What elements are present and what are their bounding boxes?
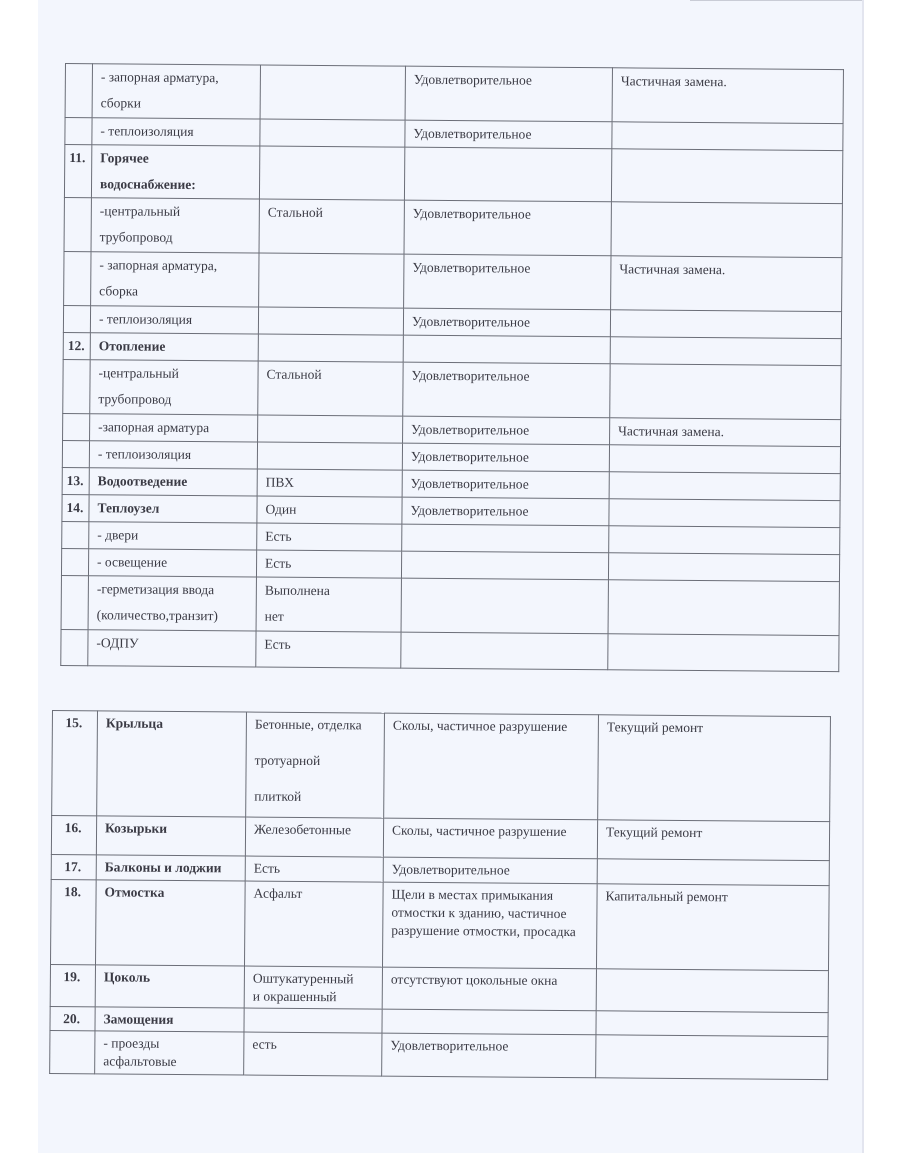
item-name: -ОДПУ xyxy=(88,630,256,667)
item-name: Крыльца xyxy=(97,711,247,817)
row-number: 15. xyxy=(52,711,98,816)
row-number: 18. xyxy=(51,879,97,964)
inspection-table-part1 xyxy=(60,63,844,672)
item-material: Бетонные, отделка тротуарной плиткой xyxy=(246,712,385,818)
item-condition: Удовлетворительное xyxy=(403,416,610,445)
recommended-action xyxy=(597,859,829,886)
item-condition xyxy=(402,524,609,553)
recommended-action xyxy=(611,149,842,204)
item-material: ПВХ xyxy=(257,469,402,497)
item-name: - запорная арматура, сборки xyxy=(92,64,260,119)
recommended-action xyxy=(609,526,840,555)
item-material: Железобетонные xyxy=(245,817,383,857)
item-condition: Удовлетворительное xyxy=(382,1033,596,1078)
item-condition: Удовлетворительное xyxy=(402,443,609,472)
row-number: 17. xyxy=(51,854,96,879)
row-number: 13. xyxy=(62,467,89,494)
inspection-table-part2 xyxy=(49,710,831,1080)
table-row xyxy=(61,575,839,635)
item-condition: отсутствуют цокольные окна xyxy=(382,967,596,1011)
recommended-action xyxy=(596,1035,828,1080)
recommended-action xyxy=(611,202,842,258)
recommended-action xyxy=(609,472,840,501)
item-condition xyxy=(403,335,610,364)
row-number xyxy=(64,197,91,251)
item-condition: Щели в местах примыкания отмостки к зданию, частичное разрушение отмостки, просадка xyxy=(382,882,597,969)
item-name: - теплоизоляция xyxy=(89,441,257,469)
item-name: Отопление xyxy=(90,333,258,361)
item-condition: Удовлетворительное xyxy=(404,254,611,310)
recommended-action xyxy=(609,499,840,528)
table-row xyxy=(65,64,843,124)
item-material: Стальной xyxy=(258,361,403,416)
recommended-action: Капитальный ремонт xyxy=(596,884,829,971)
row-number: 20. xyxy=(50,1006,95,1030)
item-material: Есть xyxy=(245,856,383,882)
recommended-action xyxy=(612,122,843,151)
item-name: Балконы и лоджии xyxy=(96,855,245,881)
item-material xyxy=(258,415,403,443)
row-number: 11. xyxy=(64,145,91,198)
recommended-action xyxy=(608,634,839,672)
table-row xyxy=(61,629,839,671)
page-edge-line xyxy=(690,0,862,1)
row-number xyxy=(65,118,92,145)
recommended-action xyxy=(596,1011,828,1037)
item-condition xyxy=(404,147,611,202)
recommended-action xyxy=(610,337,841,366)
table-row xyxy=(50,964,828,1012)
recommended-action xyxy=(596,969,828,1013)
recommended-action: Текущий ремонт xyxy=(598,715,831,822)
recommended-action xyxy=(610,310,841,339)
item-material xyxy=(258,334,403,362)
row-number xyxy=(65,64,92,118)
row-number xyxy=(63,305,90,332)
table2-body xyxy=(50,711,831,1080)
row-number: 12. xyxy=(63,332,90,359)
item-material: Выполнена нет xyxy=(256,577,401,632)
row-number xyxy=(63,413,90,440)
item-material xyxy=(260,119,405,147)
item-material xyxy=(257,442,402,470)
item-condition: Удовлетворительное xyxy=(405,66,612,122)
table-row xyxy=(50,1030,828,1079)
item-condition: Удовлетворительное xyxy=(402,470,609,499)
item-name: - теплоизоляция xyxy=(92,118,260,146)
item-name: -центральный трубопровод xyxy=(90,360,258,415)
item-name: -герметизация ввода (количество,транзит) xyxy=(88,576,256,631)
recommended-action xyxy=(608,553,839,582)
table1-body xyxy=(61,64,844,672)
item-condition xyxy=(401,632,608,670)
item-material xyxy=(258,307,403,335)
row-number xyxy=(50,1030,95,1073)
item-condition xyxy=(401,551,608,580)
item-material: Оштукатуренный и окрашенный xyxy=(244,966,382,1009)
recommended-action xyxy=(609,445,840,474)
item-condition: Удовлетворительное xyxy=(403,362,610,418)
item-name: Горячее водоснабжение: xyxy=(91,145,259,199)
recommended-action xyxy=(610,364,841,420)
row-number xyxy=(64,251,91,305)
item-name: Теплоузел xyxy=(89,495,257,523)
item-condition: Удовлетворительное xyxy=(403,308,610,337)
item-name: - запорная арматура, сборка xyxy=(91,252,259,307)
table-row xyxy=(52,711,831,822)
item-material xyxy=(260,65,405,120)
recommended-action: Частичная замена. xyxy=(610,418,841,447)
row-number xyxy=(61,548,88,575)
item-name: Водоотведение xyxy=(89,468,257,496)
item-condition xyxy=(401,578,608,634)
recommended-action: Частичная замена. xyxy=(611,256,842,312)
item-condition: Сколы, частичное разрушение xyxy=(383,818,597,859)
item-material xyxy=(259,146,404,200)
item-name: -запорная арматура xyxy=(90,414,258,442)
recommended-action: Частичная замена. xyxy=(612,68,843,124)
table-row xyxy=(51,816,829,861)
item-condition: Сколы, частичное разрушение xyxy=(384,713,599,820)
item-material: Стальной xyxy=(259,199,404,254)
row-number: 19. xyxy=(50,964,95,1006)
item-material: есть xyxy=(244,1032,382,1076)
item-material xyxy=(244,1008,382,1033)
table-row xyxy=(64,197,842,257)
row-number xyxy=(62,440,89,467)
item-name: - проезды асфальтовые xyxy=(95,1031,244,1075)
table-row xyxy=(64,251,842,311)
item-condition: Удовлетворительное xyxy=(383,857,597,884)
row-number xyxy=(63,359,90,413)
item-name: - теплоизоляция xyxy=(90,306,258,334)
item-condition: Удовлетворительное xyxy=(402,497,609,526)
table-row xyxy=(63,359,841,419)
item-material: Есть xyxy=(256,550,401,578)
item-material: Асфальт xyxy=(244,881,383,967)
item-material: Есть xyxy=(256,631,401,668)
item-name: Замощения xyxy=(95,1007,244,1032)
recommended-action: Текущий ремонт xyxy=(597,820,829,861)
item-material: Один xyxy=(257,496,402,524)
row-number xyxy=(61,575,88,629)
item-condition: Удовлетворительное xyxy=(404,200,611,256)
item-name: Козырьки xyxy=(96,816,245,856)
table-row xyxy=(51,879,830,970)
row-number: 16. xyxy=(51,816,96,855)
item-condition: Удовлетворительное xyxy=(405,120,612,149)
item-condition xyxy=(382,1009,596,1035)
item-material: Есть xyxy=(257,523,402,551)
row-number xyxy=(61,629,88,665)
recommended-action xyxy=(608,580,839,636)
row-number xyxy=(62,521,89,548)
item-name: - двери xyxy=(89,522,257,550)
table-row xyxy=(64,145,842,204)
item-name: Цоколь xyxy=(95,965,244,1008)
item-name: Отмостка xyxy=(95,880,245,966)
item-name: - освещение xyxy=(88,549,256,577)
row-number: 14. xyxy=(62,494,89,521)
item-name: -центральный трубопровод xyxy=(91,198,259,253)
item-material xyxy=(259,253,404,308)
